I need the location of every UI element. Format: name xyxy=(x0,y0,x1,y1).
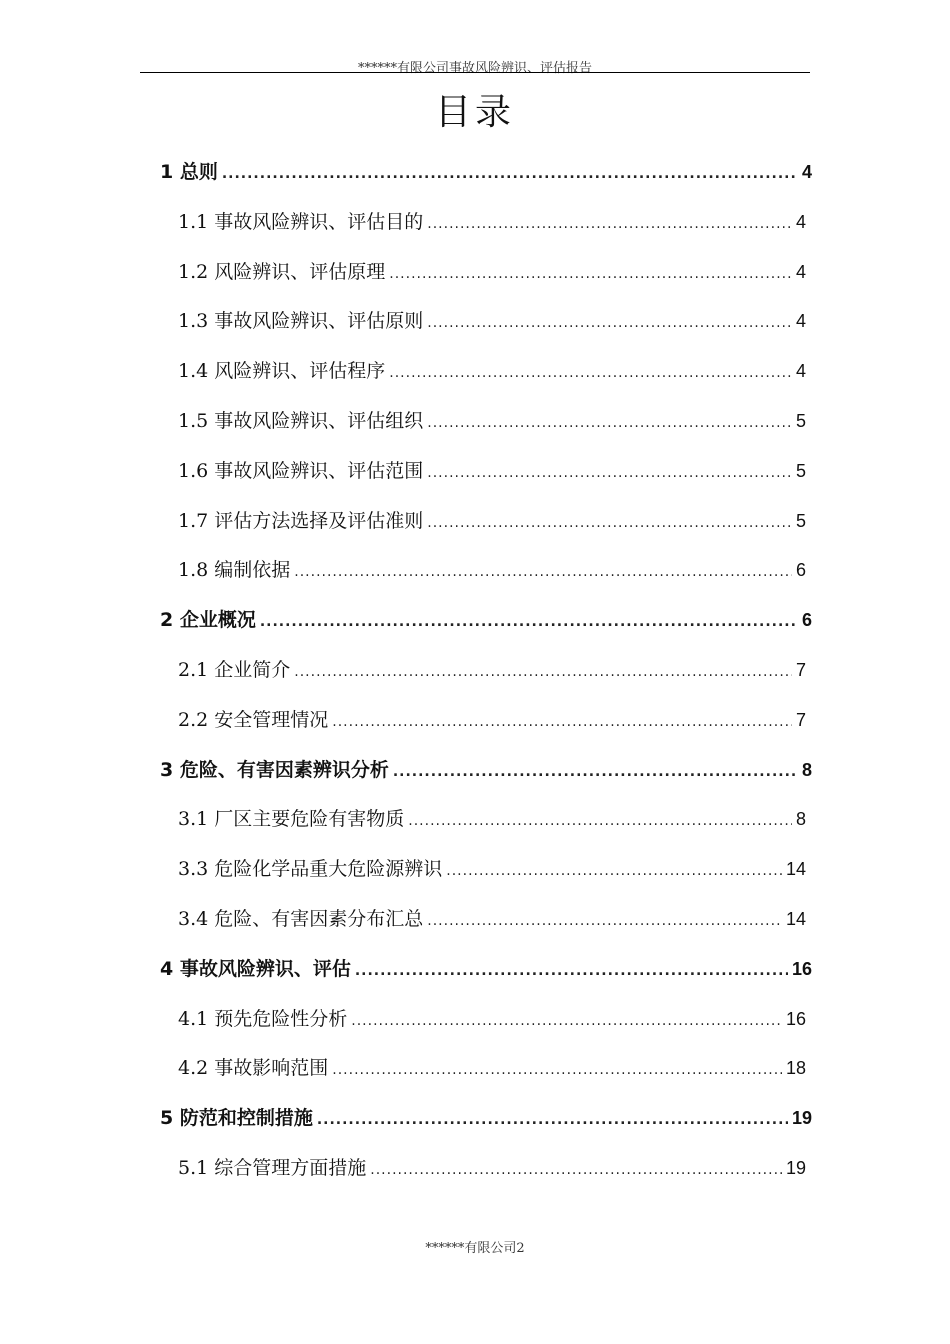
toc-dot-leader xyxy=(355,958,788,984)
page-footer: ******有限公司2 xyxy=(425,1241,525,1256)
toc-section-entry[interactable] xyxy=(178,1155,806,1181)
toc-section-entry[interactable] xyxy=(178,259,806,285)
toc-dot-leader xyxy=(260,609,798,635)
toc-entry-label: 1.4 风险辨识、评估程序 xyxy=(178,360,386,382)
toc-page-number: 16 xyxy=(785,1009,806,1029)
toc-entry-label: 2.2 安全管理情况 xyxy=(178,709,329,731)
toc-section-entry[interactable] xyxy=(178,458,806,484)
toc-dot-leader xyxy=(427,460,792,486)
toc-entry-label: 1 总则 xyxy=(160,161,218,183)
toc-entry-label: 3.3 危险化学品重大危险源辨识 xyxy=(178,858,443,880)
toc-entry-label: 4.1 预先危险性分析 xyxy=(178,1008,348,1030)
toc-dot-leader xyxy=(370,1157,782,1183)
toc-dot-leader xyxy=(351,1008,782,1034)
toc-entry-label: 1.5 事故风险辨识、评估组织 xyxy=(178,410,424,432)
toc-entry-label: 3.1 厂区主要危险有害物质 xyxy=(178,808,405,830)
toc-section-entry[interactable] xyxy=(178,508,806,534)
toc-page-number: 19 xyxy=(791,1108,812,1128)
toc-section-entry[interactable] xyxy=(178,1006,806,1032)
toc-dot-leader xyxy=(389,261,792,287)
toc-page-number: 4 xyxy=(795,311,806,331)
toc-page-number: 7 xyxy=(795,660,806,680)
toc-page-number: 4 xyxy=(795,361,806,381)
toc-page-number: 5 xyxy=(795,461,806,481)
toc-page-number: 5 xyxy=(795,511,806,531)
header-rule xyxy=(140,72,810,73)
toc-entry-label: 1.7 评估方法选择及评估准则 xyxy=(178,510,424,532)
toc-dot-leader xyxy=(393,759,798,785)
toc-dot-leader xyxy=(427,908,782,934)
toc-entry-label: 2.1 企业简介 xyxy=(178,659,291,681)
toc-dot-leader xyxy=(294,559,792,585)
toc-page-number: 18 xyxy=(785,1058,806,1078)
toc-page-number: 16 xyxy=(791,959,812,979)
toc-page-number: 5 xyxy=(795,411,806,431)
toc-entry-label: 1.6 事故风险辨识、评估范围 xyxy=(178,460,424,482)
toc-entry-label: 5.1 综合管理方面措施 xyxy=(178,1157,367,1179)
toc-entry-label: 1.3 事故风险辨识、评估原则 xyxy=(178,310,424,332)
toc-page-number: 8 xyxy=(795,809,806,829)
toc-dot-leader xyxy=(222,161,798,187)
toc-page-number: 19 xyxy=(785,1158,806,1178)
toc-chapter-entry[interactable] xyxy=(160,956,812,982)
toc-entry-label: 1.2 风险辨识、评估原理 xyxy=(178,261,386,283)
toc-section-entry[interactable] xyxy=(178,358,806,384)
toc-entry-label: 4 事故风险辨识、评估 xyxy=(160,958,351,980)
page-header: ******有限公司事故风险辨识、评估报告 xyxy=(357,61,592,76)
toc-page-number: 14 xyxy=(785,909,806,929)
toc-chapter-entry[interactable] xyxy=(160,757,812,783)
toc-entry-label: 5 防范和控制措施 xyxy=(160,1107,313,1129)
toc-entry-label: 4.2 事故影响范围 xyxy=(178,1057,329,1079)
toc-dot-leader xyxy=(389,360,792,386)
toc-page-number: 7 xyxy=(795,710,806,730)
toc-dot-leader xyxy=(294,659,792,685)
toc-entry-label: 1.1 事故风险辨识、评估目的 xyxy=(178,211,424,233)
toc-section-entry[interactable] xyxy=(178,557,806,583)
toc-section-entry[interactable] xyxy=(178,1055,806,1081)
toc-entry-label: 2 企业概况 xyxy=(160,609,256,631)
toc-page-number: 6 xyxy=(795,560,806,580)
toc-entry-label: 3 危险、有害因素辨识分析 xyxy=(160,759,389,781)
toc-section-entry[interactable] xyxy=(178,856,806,882)
toc-chapter-entry[interactable] xyxy=(160,159,812,185)
toc-page-number: 4 xyxy=(801,162,812,182)
toc-page-number: 4 xyxy=(795,262,806,282)
toc-dot-leader xyxy=(427,310,792,336)
toc-section-entry[interactable] xyxy=(178,806,806,832)
toc-dot-leader xyxy=(427,410,792,436)
toc-dot-leader xyxy=(446,858,782,884)
toc-section-entry[interactable] xyxy=(178,408,806,434)
toc-chapter-entry[interactable] xyxy=(160,1105,812,1131)
toc-section-entry[interactable] xyxy=(178,657,806,683)
toc-section-entry[interactable] xyxy=(178,906,806,932)
toc-page-number: 4 xyxy=(795,212,806,232)
toc-dot-leader xyxy=(427,211,792,237)
toc-dot-leader xyxy=(408,808,792,834)
toc-page-number: 6 xyxy=(801,610,812,630)
toc-section-entry[interactable] xyxy=(178,209,806,235)
toc-page-number: 14 xyxy=(785,859,806,879)
toc-chapter-entry[interactable] xyxy=(160,607,812,633)
toc-section-entry[interactable] xyxy=(178,308,806,334)
toc-dot-leader xyxy=(332,1057,782,1083)
toc-dot-leader xyxy=(317,1107,788,1133)
toc-entry-label: 1.8 编制依据 xyxy=(178,559,291,581)
toc-page-number: 8 xyxy=(801,760,812,780)
toc-section-entry[interactable] xyxy=(178,707,806,733)
toc-entry-label: 3.4 危险、有害因素分布汇总 xyxy=(178,908,424,930)
toc-dot-leader xyxy=(332,709,792,735)
page-title: 目录 xyxy=(434,92,515,133)
toc-dot-leader xyxy=(427,510,792,536)
